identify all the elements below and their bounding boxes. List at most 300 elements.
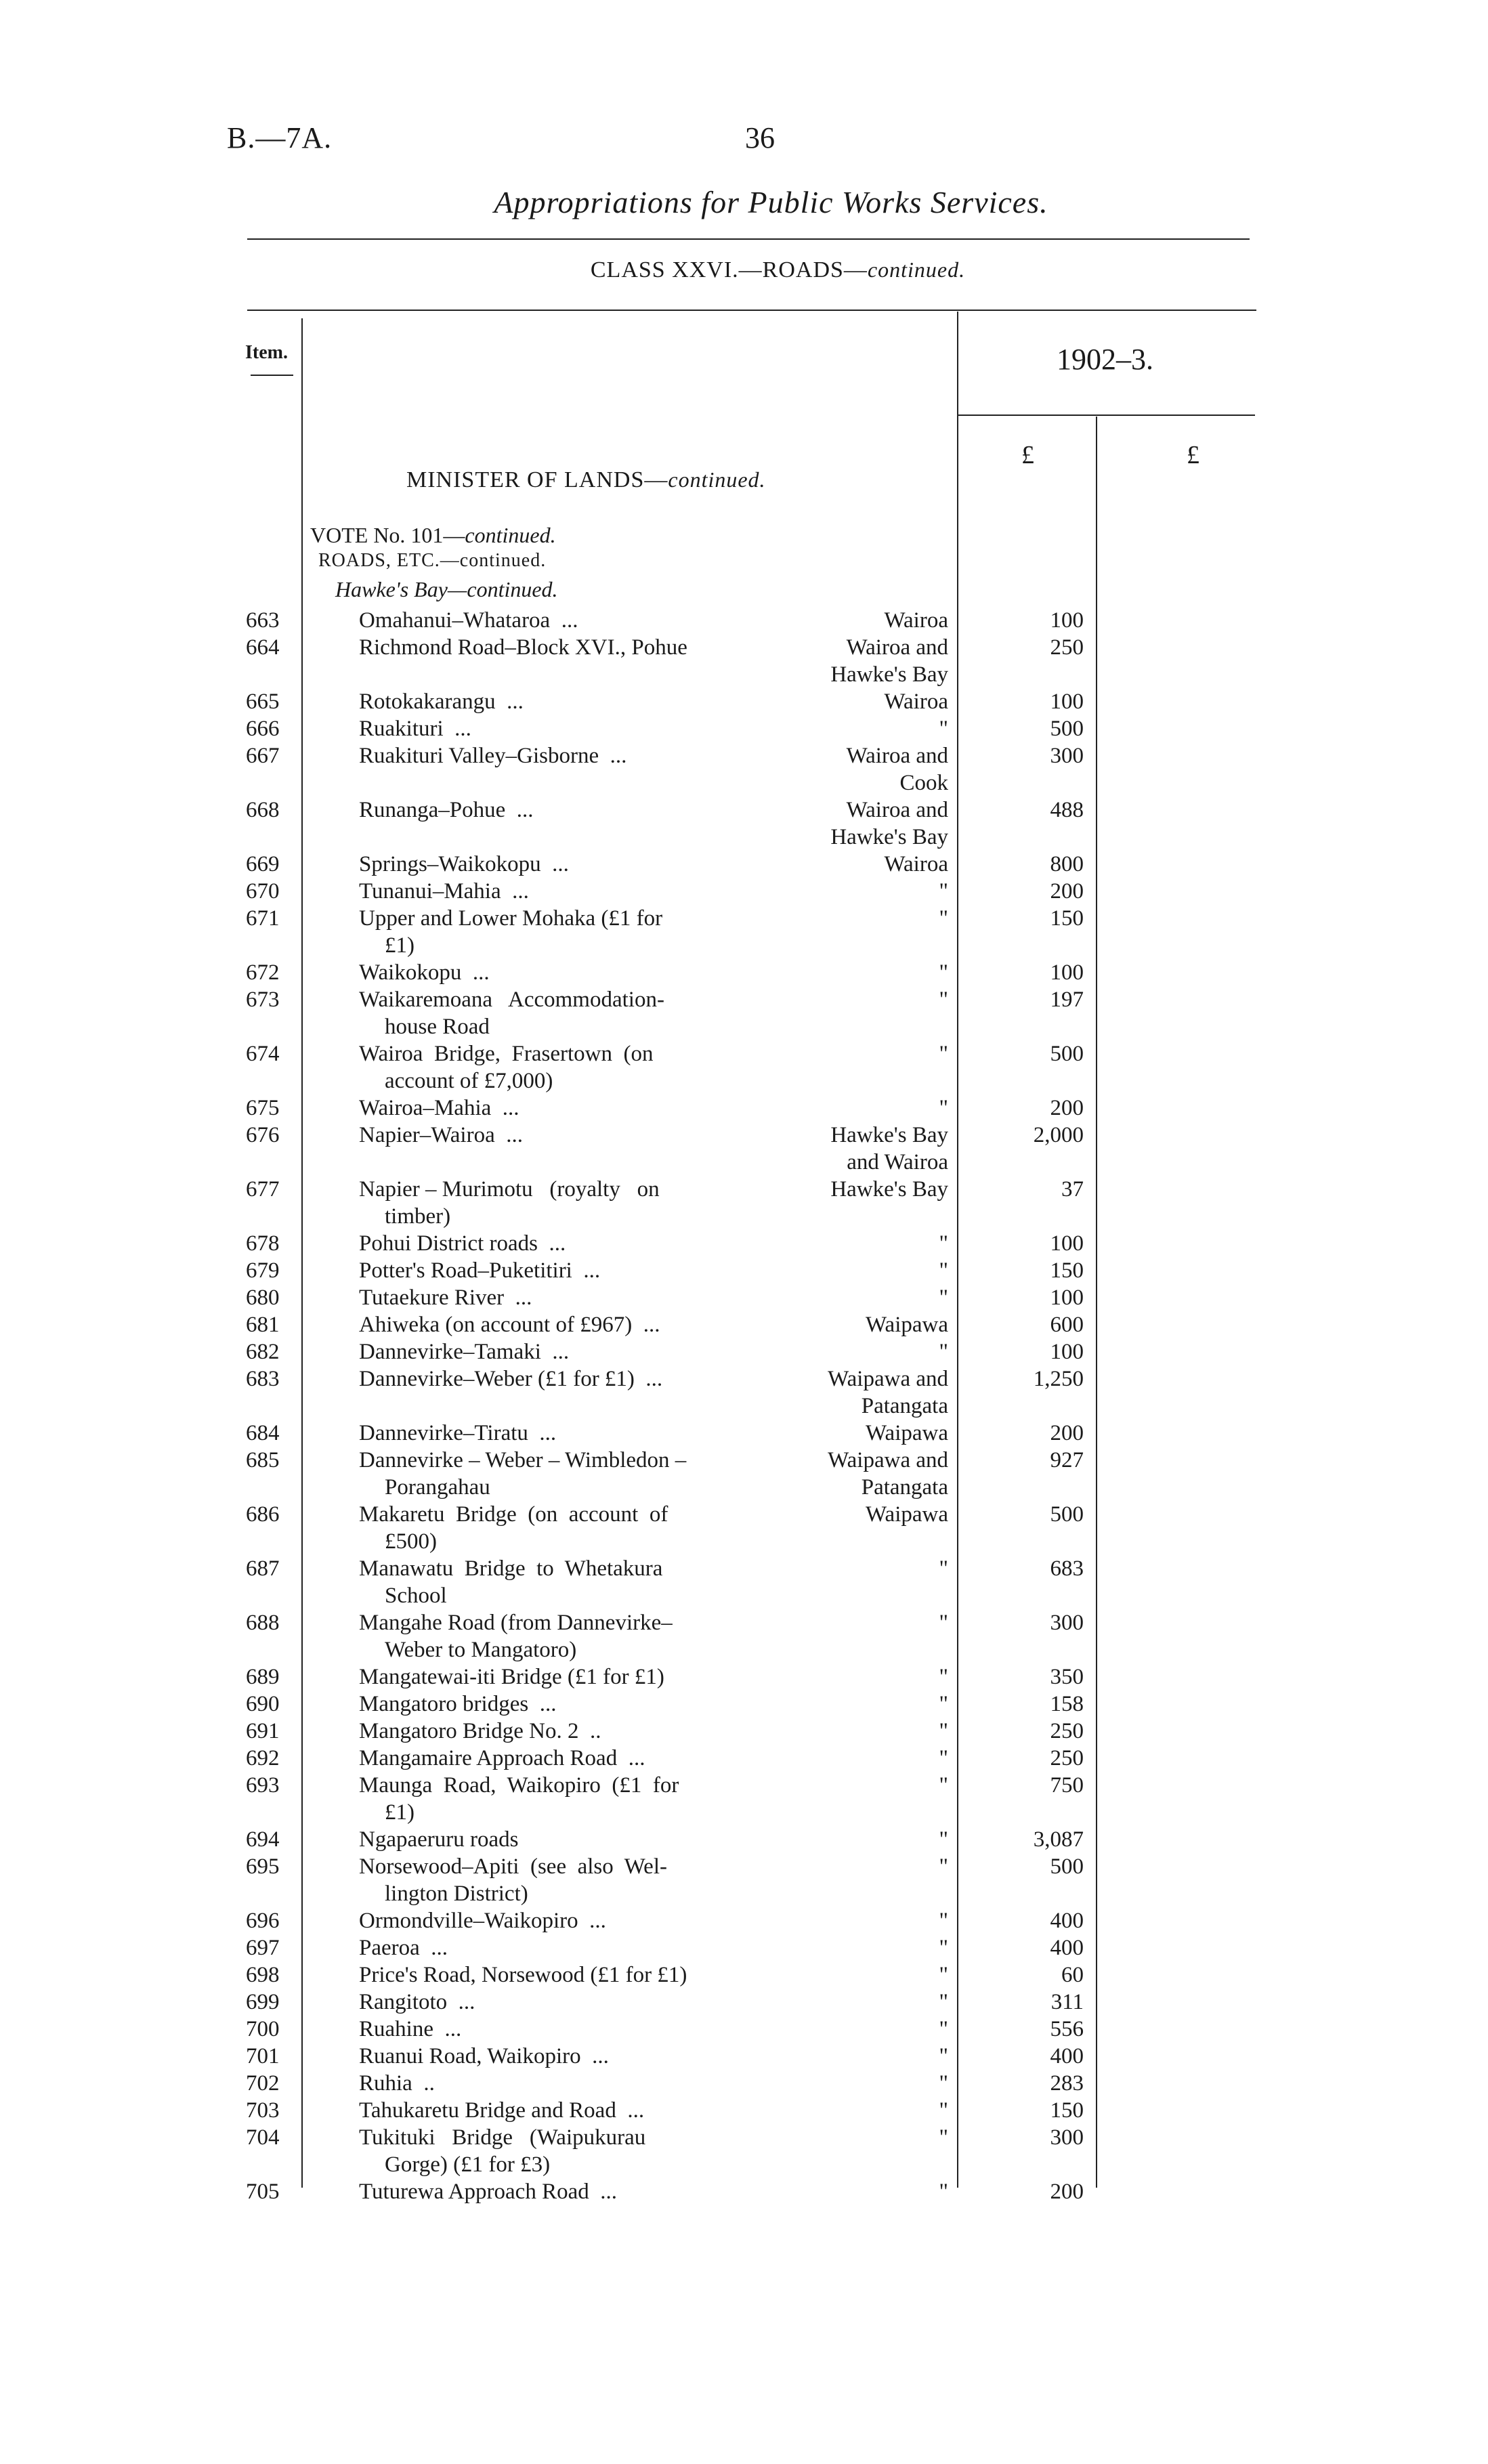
item-description (359, 742, 772, 769)
vote-heading-main: VOTE No. 101— (310, 523, 465, 547)
item-number: 671 (246, 906, 280, 931)
page-number: 36 (745, 121, 775, 154)
item-description (359, 1745, 772, 1772)
amount-value: 200 (1050, 879, 1084, 904)
item-number: 683 (246, 1367, 280, 1391)
amount-value: 100 (1050, 689, 1084, 714)
amount-value: 400 (1050, 2044, 1084, 2068)
electoral-district (779, 2070, 948, 2097)
amount-value: 200 (1050, 1421, 1084, 1445)
electoral-district (779, 2097, 948, 2124)
description-line-1: Napier – Murimotu (royalty on (359, 1177, 660, 1202)
description-line-1: Omahanui–Whataroa ... (359, 608, 578, 633)
amount-value: 600 (1050, 1313, 1084, 1337)
description-line-2: account of £7,000) (385, 1069, 553, 1093)
item-number: 682 (246, 1340, 280, 1364)
item-number: 663 (246, 608, 280, 633)
electoral-district (779, 1555, 948, 1582)
district-line-1: " (939, 2180, 948, 2204)
electoral-district (779, 1176, 948, 1203)
district-line-1: " (939, 1042, 948, 1066)
description-line-1: Price's Road, Norsewood (£1 for £1) (359, 1963, 687, 1987)
district-line-1: " (939, 1556, 948, 1581)
amount-value: 556 (1050, 2017, 1084, 2041)
description-line-1: Rotokakarangu ... (359, 689, 524, 714)
district-line-1: " (939, 1963, 948, 1987)
item-number: 688 (246, 1611, 280, 1635)
electoral-district (779, 1718, 948, 1745)
description-line-1: Ngapaeruru roads (359, 1827, 519, 1852)
amount-value: 250 (1050, 1719, 1084, 1743)
amount-value: 150 (1050, 906, 1084, 931)
electoral-district (779, 2124, 948, 2151)
description-line-1: Dannevirke–Tiratu ... (359, 1421, 557, 1445)
description-line-1: Norsewood–Apiti (see also Wel- (359, 1854, 667, 1879)
item-number: 702 (246, 2071, 280, 2096)
year-column-header: 1902–3. (1057, 343, 1153, 376)
district-line-1: " (939, 2044, 948, 2068)
item-description (359, 2097, 772, 2124)
district-line-1: " (939, 2125, 948, 2150)
item-description (359, 1663, 772, 1691)
description-line-1: Napier–Wairoa ... (359, 1123, 523, 1147)
electoral-district (779, 1691, 948, 1718)
item-description (359, 878, 772, 905)
amount-value: 800 (1050, 852, 1084, 876)
electoral-district (779, 1853, 948, 1880)
item-number: 666 (246, 717, 280, 741)
item-number: 665 (246, 689, 280, 714)
item-description (359, 1826, 772, 1853)
district-line-1: " (939, 1231, 948, 1256)
description-line-1: Ormondville–Waikopiro ... (359, 1909, 606, 1933)
district-line-1: Waipawa (866, 1502, 948, 1527)
item-number: 704 (246, 2125, 280, 2150)
item-number: 676 (246, 1123, 280, 1147)
amount-value: 683 (1050, 1556, 1084, 1581)
district-line-1: " (939, 1854, 948, 1879)
item-description (359, 1501, 772, 1555)
pound-unit-col2: £ (1187, 441, 1199, 469)
district-line-1: " (939, 1936, 948, 1960)
description-line-2: lington District) (385, 1882, 528, 1906)
district-line-1: " (939, 2098, 948, 2123)
item-description (359, 2178, 772, 2205)
description-line-1: Dannevirke – Weber – Wimbledon – (359, 1448, 687, 1472)
description-line-1: Mangatoro bridges ... (359, 1692, 557, 1716)
item-description (359, 2070, 772, 2097)
amount-value: 488 (1050, 798, 1084, 822)
amount-value: 250 (1050, 635, 1084, 660)
electoral-district (779, 1338, 948, 1365)
district-line-1: " (939, 1611, 948, 1635)
district-line-2: Hawke's Bay (830, 662, 948, 687)
amount-value: 1,250 (1033, 1367, 1084, 1391)
amount-value: 100 (1050, 1231, 1084, 1256)
electoral-district (779, 742, 948, 796)
item-description (359, 1095, 772, 1122)
item-number: 668 (246, 798, 280, 822)
electoral-district (779, 634, 948, 688)
region-heading (335, 577, 558, 602)
amount-value: 400 (1050, 1909, 1084, 1933)
item-description (359, 851, 772, 878)
item-number: 693 (246, 1773, 280, 1798)
item-description (359, 1934, 772, 1961)
district-line-1: " (939, 1990, 948, 2014)
amount-value: 311 (1050, 1990, 1084, 2014)
district-line-2: Patangata (861, 1394, 948, 1418)
item-description (359, 1609, 772, 1663)
amount-value: 200 (1050, 2180, 1084, 2204)
item-number: 695 (246, 1854, 280, 1879)
description-line-1: Makaretu Bridge (on account of (359, 1502, 668, 1527)
item-number: 687 (246, 1556, 280, 1581)
district-line-1: " (939, 1096, 948, 1120)
item-number: 696 (246, 1909, 280, 1933)
amount-value: 927 (1050, 1448, 1084, 1472)
electoral-district (779, 1745, 948, 1772)
description-line-1: Waikaremoana Accommodation- (359, 987, 664, 1012)
district-line-1: " (939, 1692, 948, 1716)
electoral-district (779, 688, 948, 715)
amount-value: 100 (1050, 1340, 1084, 1364)
item-description (359, 1447, 772, 1501)
district-line-1: Waipawa and (828, 1367, 948, 1391)
item-number: 703 (246, 2098, 280, 2123)
item-number: 691 (246, 1719, 280, 1743)
description-line-2: £1) (385, 1800, 414, 1825)
electoral-district (779, 878, 948, 905)
class-title-main: CLASS XXVI.—ROADS— (590, 257, 868, 282)
district-line-1: " (939, 879, 948, 904)
amount-value: 60 (1061, 1963, 1084, 1987)
item-description (359, 1772, 772, 1826)
description-line-1: Upper and Lower Mohaka (£1 for (359, 906, 663, 931)
electoral-district (779, 1420, 948, 1447)
page-title: Appropriations for Public Works Services. (494, 185, 1048, 219)
description-line-1: Pohui District roads ... (359, 1231, 566, 1256)
district-line-1: " (939, 960, 948, 985)
item-description (359, 1365, 772, 1393)
item-description (359, 1284, 772, 1311)
item-description (359, 2124, 772, 2178)
description-line-2: School (385, 1584, 447, 1608)
item-number: 675 (246, 1096, 280, 1120)
district-line-1: " (939, 1719, 948, 1743)
amount-value: 350 (1050, 1665, 1084, 1689)
description-line-1: Paeroa ... (359, 1936, 448, 1960)
description-line-1: Ruahine ... (359, 2017, 462, 2041)
item-description (359, 1122, 772, 1149)
description-line-1: Maunga Road, Waikopiro (£1 for (359, 1773, 679, 1798)
district-line-1: " (939, 1909, 948, 1933)
amount-value: 283 (1050, 2071, 1084, 2096)
electoral-district (779, 1907, 948, 1934)
item-number: 677 (246, 1177, 280, 1202)
electoral-district (779, 1365, 948, 1420)
electoral-district (779, 1257, 948, 1284)
item-underline (251, 375, 293, 376)
title-rule (247, 238, 1250, 240)
item-number: 670 (246, 879, 280, 904)
electoral-district (779, 1663, 948, 1691)
electoral-district (779, 2043, 948, 2070)
item-description (359, 1257, 772, 1284)
description-line-1: Wairoa–Mahia ... (359, 1096, 519, 1120)
description-line-1: Ahiweka (on account of £967) ... (359, 1313, 660, 1337)
district-line-2: Cook (899, 771, 948, 795)
district-line-1: Wairoa (884, 689, 948, 714)
district-line-1: " (939, 906, 948, 931)
item-description (359, 1311, 772, 1338)
item-description (359, 1338, 772, 1365)
district-line-1: Wairoa (884, 852, 948, 876)
item-column-header: Item. (245, 342, 288, 363)
amount-value: 100 (1050, 1286, 1084, 1310)
item-number: 669 (246, 852, 280, 876)
description-line-1: Tukituki Bridge (Waipukurau (359, 2125, 646, 2150)
region-heading-text: Hawke's Bay—continued. (335, 577, 558, 601)
amount-value: 500 (1050, 1502, 1084, 1527)
electoral-district (779, 986, 948, 1013)
description-line-2: £1) (385, 933, 414, 958)
description-line-1: Ruakituri ... (359, 717, 471, 741)
electoral-district (779, 1447, 948, 1501)
electoral-district (779, 2178, 948, 2205)
district-line-1: Wairoa and (846, 635, 948, 660)
amount-value: 300 (1050, 1611, 1084, 1635)
item-description (359, 1420, 772, 1447)
district-line-1: " (939, 1773, 948, 1798)
description-line-1: Richmond Road–Block XVI., Pohue (359, 635, 687, 660)
pound-unit-col1: £ (1021, 441, 1034, 469)
item-description (359, 1718, 772, 1745)
amount-value: 37 (1061, 1177, 1084, 1202)
item-description (359, 607, 772, 634)
item-description (359, 715, 772, 742)
electoral-district (779, 1284, 948, 1311)
electoral-district (779, 851, 948, 878)
district-line-1: " (939, 1258, 948, 1283)
electoral-district (779, 796, 948, 851)
electoral-district (779, 905, 948, 932)
item-number: 700 (246, 2017, 280, 2041)
item-description (359, 959, 772, 986)
description-line-1: Springs–Waikokopu ... (359, 852, 569, 876)
item-number: 674 (246, 1042, 280, 1066)
description-line-1: Ruanui Road, Waikopiro ... (359, 2044, 609, 2068)
description-line-2: Porangahau (385, 1475, 490, 1500)
electoral-district (779, 1826, 948, 1853)
item-number: 679 (246, 1258, 280, 1283)
district-line-1: Waipawa and (828, 1448, 948, 1472)
item-description (359, 1853, 772, 1907)
amount-value: 250 (1050, 1746, 1084, 1770)
item-description (359, 905, 772, 959)
amount-value: 2,000 (1033, 1123, 1084, 1147)
item-description (359, 688, 772, 715)
electoral-district (779, 715, 948, 742)
amount-value: 500 (1050, 1854, 1084, 1879)
description-line-1: Tuturewa Approach Road ... (359, 2180, 617, 2204)
district-line-1: Wairoa and (846, 798, 948, 822)
district-line-2: Patangata (861, 1475, 948, 1500)
district-line-1: " (939, 1340, 948, 1364)
item-number: 678 (246, 1231, 280, 1256)
item-number: 699 (246, 1990, 280, 2014)
item-description (359, 2043, 772, 2070)
description-line-2: Gorge) (£1 for £3) (385, 2152, 551, 2177)
district-line-1: " (939, 717, 948, 741)
description-line-1: Tahukaretu Bridge and Road ... (359, 2098, 645, 2123)
electoral-district (779, 1772, 948, 1799)
item-description (359, 1176, 772, 1230)
description-line-1: Mangahe Road (from Dannevirke– (359, 1611, 673, 1635)
item-number: 701 (246, 2044, 280, 2068)
description-line-1: Manawatu Bridge to Whetakura (359, 1556, 663, 1581)
district-line-2: and Wairoa (847, 1150, 948, 1174)
item-number: 690 (246, 1692, 280, 1716)
district-line-1: " (939, 2071, 948, 2096)
amount-value: 750 (1050, 1773, 1084, 1798)
description-line-1: Mangamaire Approach Road ... (359, 1746, 645, 1770)
item-number: 673 (246, 987, 280, 1012)
district-line-1: Waipawa (866, 1421, 948, 1445)
description-line-2: £500) (385, 1529, 437, 1554)
item-column-divider (301, 318, 303, 2188)
item-description (359, 1691, 772, 1718)
district-line-1: " (939, 1665, 948, 1689)
amount-value: 500 (1050, 717, 1084, 741)
item-description (359, 986, 772, 1040)
electoral-district (779, 2016, 948, 2043)
electoral-district (779, 1934, 948, 1961)
electoral-district (779, 1040, 948, 1067)
electoral-district (779, 1311, 948, 1338)
amount-value: 150 (1050, 2098, 1084, 2123)
description-line-2: house Road (385, 1015, 490, 1039)
table-top-rule (247, 310, 1256, 311)
item-description (359, 1040, 772, 1095)
year-header-rule (957, 415, 1255, 416)
district-line-1: Wairoa and (846, 744, 948, 768)
description-line-1: Ruhia .. (359, 2071, 435, 2096)
item-description (359, 1230, 772, 1257)
item-number: 697 (246, 1936, 280, 1960)
district-line-1: " (939, 2017, 948, 2041)
item-number: 684 (246, 1421, 280, 1445)
class-title-suffix: continued. (867, 257, 966, 282)
item-number: 681 (246, 1313, 280, 1337)
district-line-1: " (939, 1827, 948, 1852)
item-number: 692 (246, 1746, 280, 1770)
item-number: 672 (246, 960, 280, 985)
description-line-2: timber) (385, 1204, 451, 1229)
amount-value: 300 (1050, 2125, 1084, 2150)
item-number: 698 (246, 1963, 280, 1987)
amount-value: 3,087 (1033, 1827, 1084, 1852)
description-line-1: Mangatewai-iti Bridge (£1 for £1) (359, 1665, 664, 1689)
amount-value: 197 (1050, 987, 1084, 1012)
item-description (359, 1989, 772, 2016)
district-line-1: Hawke's Bay (830, 1177, 948, 1202)
minister-heading-suffix: continued. (668, 467, 766, 492)
electoral-district (779, 959, 948, 986)
document-reference: B.—7A. (227, 121, 333, 154)
electoral-district (779, 1095, 948, 1122)
description-line-1: Mangatoro Bridge No. 2 .. (359, 1719, 601, 1743)
district-line-1: " (939, 1286, 948, 1310)
electoral-district (779, 1609, 948, 1636)
item-description (359, 1961, 772, 1989)
electoral-district (779, 1122, 948, 1176)
district-line-1: Waipawa (866, 1313, 948, 1337)
item-number: 680 (246, 1286, 280, 1310)
amount-value: 158 (1050, 1692, 1084, 1716)
item-description (359, 1907, 772, 1934)
vote-heading-suffix: continued. (465, 523, 556, 547)
description-line-1: Wairoa Bridge, Frasertown (on (359, 1042, 654, 1066)
roads-heading: ROADS, ETC.—continued. (318, 550, 547, 571)
item-description (359, 796, 772, 824)
item-number: 686 (246, 1502, 280, 1527)
item-number: 685 (246, 1448, 280, 1472)
description-line-1: Waikokopu ... (359, 960, 490, 985)
item-number: 689 (246, 1665, 280, 1689)
district-line-1: " (939, 987, 948, 1012)
description-line-1: Tunanui–Mahia ... (359, 879, 529, 904)
electoral-district (779, 1961, 948, 1989)
item-description (359, 634, 772, 661)
description-line-1: Dannevirke–Tamaki ... (359, 1340, 570, 1364)
description-line-2: Weber to Mangatoro) (385, 1638, 577, 1662)
amount-value: 400 (1050, 1936, 1084, 1960)
amount-value: 100 (1050, 960, 1084, 985)
class-title (0, 257, 1488, 283)
amount-value: 300 (1050, 744, 1084, 768)
item-description (359, 1555, 772, 1609)
item-number: 667 (246, 744, 280, 768)
minister-heading (406, 467, 766, 493)
description-line-1: Runanga–Pohue ... (359, 798, 534, 822)
vote-heading (310, 523, 556, 548)
amount-column-divider (957, 312, 958, 2188)
item-number: 694 (246, 1827, 280, 1852)
minister-heading-main: MINISTER OF LANDS— (406, 467, 668, 492)
amount-value: 200 (1050, 1096, 1084, 1120)
amount-value: 100 (1050, 608, 1084, 633)
description-line-1: Potter's Road–Puketitiri ... (359, 1258, 601, 1283)
description-line-1: Rangitoto ... (359, 1990, 475, 2014)
description-line-1: Tutaekure River ... (359, 1286, 532, 1310)
item-number: 664 (246, 635, 280, 660)
district-line-1: Wairoa (884, 608, 948, 633)
electoral-district (779, 1501, 948, 1528)
electoral-district (779, 1230, 948, 1257)
district-line-1: Hawke's Bay (830, 1123, 948, 1147)
description-line-1: Dannevirke–Weber (£1 for £1) ... (359, 1367, 663, 1391)
amount-value: 150 (1050, 1258, 1084, 1283)
item-number: 705 (246, 2180, 280, 2204)
district-line-1: " (939, 1746, 948, 1770)
item-description (359, 2016, 772, 2043)
district-line-2: Hawke's Bay (830, 825, 948, 849)
amount-subcolumn-divider (1096, 417, 1097, 2188)
description-line-1: Ruakituri Valley–Gisborne ... (359, 744, 627, 768)
electoral-district (779, 607, 948, 634)
electoral-district (779, 1989, 948, 2016)
